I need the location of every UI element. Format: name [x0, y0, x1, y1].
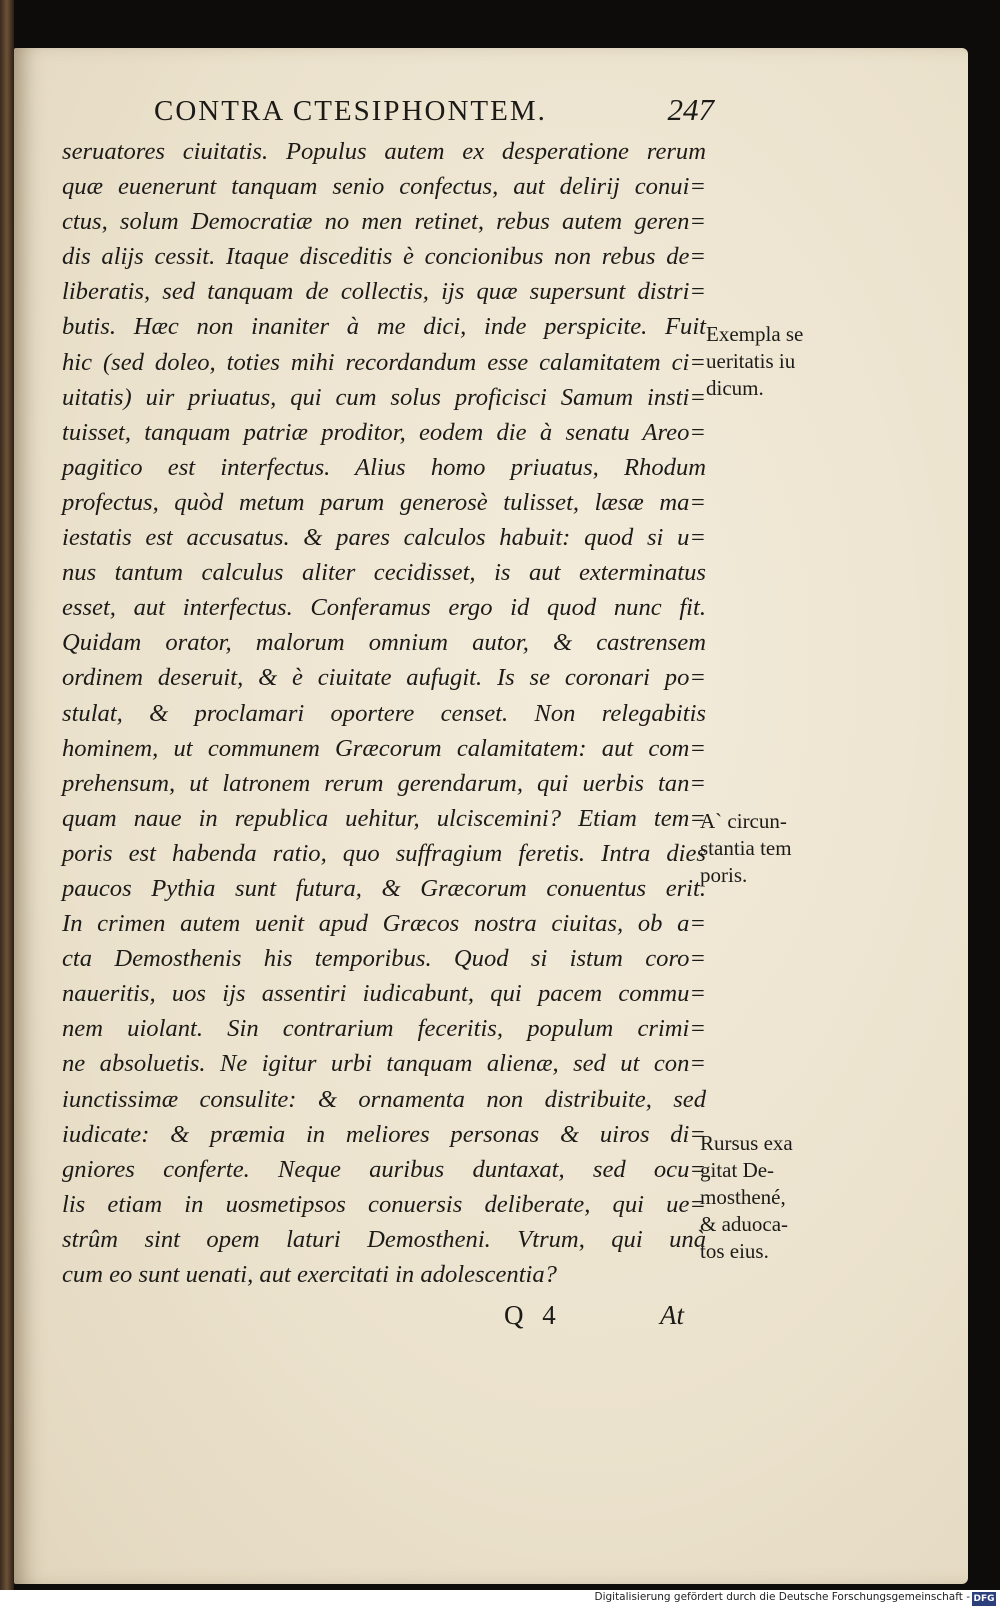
text-line: quæ euenerunt tanquam senio confectus, aut delirij conui=	[62, 173, 706, 201]
footer-credit: Digitalisierung gefördert durch die Deutsche Forschungsgemeinschaft -	[594, 1591, 970, 1603]
note-line: Exempla se	[706, 322, 804, 346]
text-line: paucos Pythia sunt futura, & Græcorum conuentus erit.	[62, 874, 706, 902]
marginal-note-rursus	[700, 1130, 793, 1265]
book-page	[14, 48, 968, 1584]
note-line: ueritatis iu	[706, 349, 796, 373]
marginal-note-circunstantia	[700, 808, 792, 889]
body-text	[62, 134, 706, 1292]
page-number: 247	[667, 92, 714, 127]
note-line: gitat De-	[700, 1158, 775, 1182]
running-head	[154, 92, 714, 132]
note-line: stantia tem	[700, 836, 792, 860]
text-line: pagitico est interfectus. Alius homo priuatus, Rhodum	[62, 453, 706, 481]
text-line: gniores conferte. Neque auribus duntaxat, sed ocu=	[62, 1155, 706, 1183]
text-line: uitatis) uir priuatus, qui cum solus proficisci Samum insti=	[62, 383, 706, 411]
text-line: stulat, & proclamari oportere censet. Non relegabitis	[62, 699, 706, 727]
text-line: iestatis est accusatus. & pares calculos habuit: quod si u=	[62, 524, 706, 552]
text-line: nem uiolant. Sin contrarium feceritis, populum crimi=	[62, 1015, 706, 1043]
book-edge	[0, 0, 14, 1590]
text-line: seruatores ciuitatis. Populus autem ex desperatione rerum	[62, 138, 706, 165]
running-title: CONTRA CTESIPHONTEM.	[154, 95, 547, 127]
text-line: tuisset, tanquam patriæ proditor, eodem die à senatu Areo=	[62, 418, 706, 446]
text-line: strûm sint opem laturi Demostheni. Vtrum, qui unà	[62, 1225, 706, 1253]
text-line: profectus, quòd metum parum generosè tulisset, læsæ ma=	[62, 488, 706, 516]
text-line: Quidam orator, malorum omnium autor, & castrensem	[62, 629, 706, 657]
text-line: ctus, solum Democratiæ no men retinet, rebus autem geren=	[62, 208, 706, 236]
text-line: cum eo sunt uenati, aut exercitati in adolescentia?	[62, 1261, 557, 1288]
note-line: mosthené,	[700, 1185, 786, 1209]
text-line: iunctissimæ consulite: & ornamenta non distribuite, sed	[62, 1085, 706, 1113]
text-line: lis etiam in uosmetipsos conuersis deliberate, qui ue=	[62, 1190, 706, 1218]
note-line: poris.	[700, 863, 748, 887]
text-line: butis. Hæc non inaniter à me dici, inde perspicite. Fuit	[62, 313, 706, 341]
text-line: ordinem deseruit, & è ciuitate aufugit. Is se coronari po=	[62, 664, 706, 692]
dfg-logo-icon: DFG	[973, 1594, 995, 1604]
text-line: poris est habenda ratio, quo suffragium feretis. Intra dies	[62, 839, 706, 867]
signature-mark: Q 4	[504, 1300, 562, 1330]
text-line: iudicate: & præmia in meliores personas & uiros di=	[62, 1120, 706, 1148]
text-line: esset, aut interfectus. Conferamus ergo id quod nunc fit.	[62, 594, 706, 622]
text-line: cta Demosthenis his temporibus. Quod si istum coro=	[62, 945, 706, 973]
text-line: nus tantum calculus aliter cecidisset, is aut exterminatus	[62, 559, 706, 587]
note-line: tos eius.	[700, 1239, 769, 1263]
text-line: hic (sed doleo, toties mihi recordandum esse calamitatem ci=	[62, 348, 706, 376]
note-line: Rursus exa	[700, 1131, 793, 1155]
text-line: dis alijs cessit. Itaque disceditis è concionibus non rebus de=	[62, 243, 706, 271]
text-line: In crimen autem uenit apud Græcos nostra ciuitas, ob a=	[62, 910, 706, 938]
text-line: prehensum, ut latronem rerum gerendarum, qui uerbis tan=	[62, 769, 706, 797]
note-line: A` circun-	[700, 809, 787, 833]
catchword: At	[660, 1300, 684, 1330]
text-line: naueritis, uos ijs assentiri iudicabunt, qui pacem commu=	[62, 980, 706, 1008]
text-line: ne absoluetis. Ne igitur urbi tanquam alienæ, sed ut con=	[62, 1050, 706, 1078]
note-line: & aduoca-	[700, 1212, 789, 1236]
text-line: liberatis, sed tanquam de collectis, ijs quæ supersunt distri=	[62, 278, 706, 306]
note-line: dicum.	[706, 376, 764, 400]
marginal-note-exempla	[706, 321, 803, 402]
text-line: hominem, ut communem Græcorum calamitatem: aut com=	[62, 734, 706, 762]
text-line: quam naue in republica uehitur, ulciscemini? Etiam tem=	[62, 804, 706, 832]
